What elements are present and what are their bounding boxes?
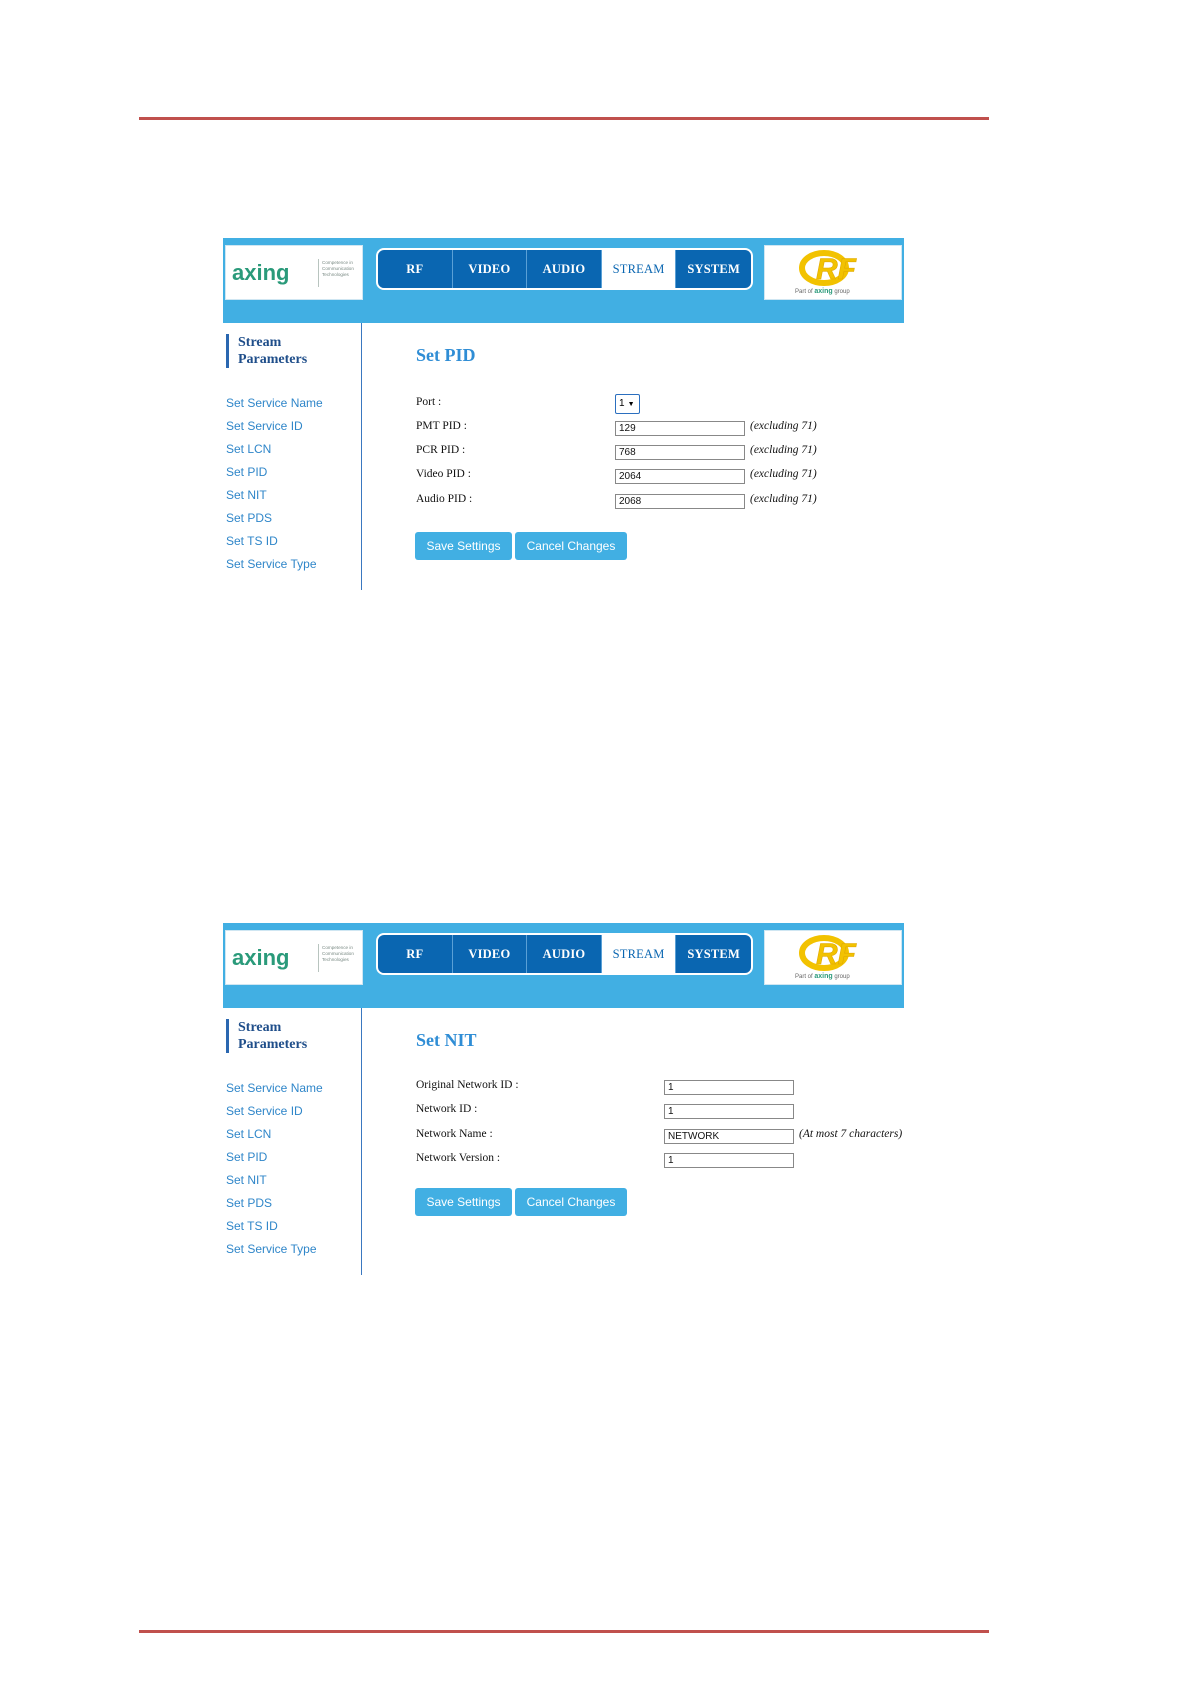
original-network-id-input[interactable]: 1 [664, 1080, 794, 1095]
tab-audio[interactable]: AUDIO [527, 250, 602, 288]
tab-stream[interactable]: STREAM [602, 935, 677, 973]
port-select[interactable] [615, 394, 640, 414]
rf-caption-brand: axing [814, 288, 833, 295]
video-pid-note: (excluding 71) [750, 468, 817, 480]
rf-logo-box [764, 930, 902, 985]
chevron-down-icon: ▼ [627, 401, 635, 408]
main-nav [376, 933, 753, 975]
sidebar-item-set-ts-id[interactable]: Set TS ID [226, 1219, 278, 1233]
page-top-rule [139, 117, 989, 120]
rf-logo [798, 935, 870, 971]
tab-rf[interactable]: RF [378, 250, 453, 288]
main-content [362, 1008, 904, 1275]
pcr-pid-label: PCR PID : [416, 444, 466, 456]
cancel-changes-button[interactable]: Cancel Changes [515, 1188, 627, 1216]
port-label: Port : [416, 396, 442, 408]
axing-logo-box [225, 245, 363, 300]
audio-pid-label: Audio PID : [416, 493, 473, 505]
axing-logo [232, 260, 316, 286]
network-id-input[interactable]: 1 [664, 1104, 794, 1119]
rf-caption-suffix: group [834, 974, 850, 980]
screenshot-set-pid [223, 238, 904, 590]
logo-separator [318, 944, 319, 972]
cancel-changes-button[interactable]: Cancel Changes [515, 532, 627, 560]
network-version-input[interactable]: 1 [664, 1153, 794, 1168]
axing-tagline: Competence in Communication Technologies [322, 260, 354, 277]
screenshot-set-nit [223, 923, 904, 1275]
sidebar-item-set-lcn[interactable]: Set LCN [226, 442, 272, 456]
network-id-label: Network ID : [416, 1103, 478, 1115]
axing-logo-text: axing [232, 260, 290, 285]
sidebar-item-set-pds[interactable]: Set PDS [226, 1196, 273, 1210]
rf-caption-prefix: Part of [795, 974, 813, 980]
video-pid-label: Video PID : [416, 468, 471, 480]
pmt-pid-label: PMT PID : [416, 420, 467, 432]
network-name-label: Network Name : [416, 1128, 493, 1140]
rf-caption [795, 973, 895, 980]
tab-audio[interactable]: AUDIO [527, 935, 602, 973]
sidebar-item-set-ts-id[interactable]: Set TS ID [226, 534, 278, 548]
rf-logo-text: RF [816, 938, 856, 971]
page-title: Set NIT [416, 1030, 477, 1050]
axing-logo-box [225, 930, 363, 985]
axing-logo-text: axing [232, 945, 290, 970]
pmt-pid-note: (excluding 71) [750, 420, 817, 432]
sidebar-item-set-service-id[interactable]: Set Service ID [226, 419, 303, 433]
save-settings-button[interactable]: Save Settings [415, 1188, 512, 1216]
header-bar [223, 238, 904, 323]
tab-rf[interactable]: RF [378, 935, 453, 973]
rf-logo-text: RF [816, 253, 856, 286]
tab-video[interactable]: VIDEO [453, 250, 528, 288]
pmt-pid-input[interactable]: 129 [615, 421, 745, 436]
sidebar-item-set-service-name[interactable]: Set Service Name [226, 396, 323, 410]
main-nav [376, 248, 753, 290]
rf-logo [798, 250, 870, 286]
sidebar-title: Stream Parameters [226, 1019, 348, 1053]
sidebar-item-set-service-id[interactable]: Set Service ID [226, 1104, 303, 1118]
tab-stream[interactable]: STREAM [602, 250, 677, 288]
sidebar [223, 323, 362, 590]
page-title: Set PID [416, 345, 476, 365]
page-bottom-rule [139, 1630, 989, 1633]
tab-video[interactable]: VIDEO [453, 935, 528, 973]
sidebar-item-set-pid[interactable]: Set PID [226, 465, 268, 479]
sidebar-item-set-pid[interactable]: Set PID [226, 1150, 268, 1164]
sidebar-item-set-nit[interactable]: Set NIT [226, 1173, 267, 1187]
sidebar-item-set-nit[interactable]: Set NIT [226, 488, 267, 502]
save-settings-button[interactable]: Save Settings [415, 532, 512, 560]
rf-caption [795, 288, 895, 295]
sidebar-title: Stream Parameters [226, 334, 348, 368]
axing-tagline: Competence in Communication Technologies [322, 945, 354, 962]
network-name-input[interactable]: NETWORK [664, 1129, 794, 1144]
sidebar-item-set-service-type[interactable]: Set Service Type [226, 1242, 317, 1256]
pcr-pid-note: (excluding 71) [750, 444, 817, 456]
sidebar [223, 1008, 362, 1275]
sidebar-item-set-lcn[interactable]: Set LCN [226, 1127, 272, 1141]
sidebar-item-set-service-type[interactable]: Set Service Type [226, 557, 317, 571]
rf-caption-suffix: group [834, 289, 850, 295]
logo-separator [318, 259, 319, 287]
header-bar [223, 923, 904, 1008]
sidebar-item-set-service-name[interactable]: Set Service Name [226, 1081, 323, 1095]
tab-system[interactable]: SYSTEM [687, 262, 740, 276]
port-select-value: 1 [619, 398, 625, 409]
network-name-note: (At most 7 characters) [799, 1128, 903, 1140]
audio-pid-note: (excluding 71) [750, 493, 817, 505]
audio-pid-input[interactable]: 2068 [615, 494, 745, 509]
rf-logo-box [764, 245, 902, 300]
pcr-pid-input[interactable]: 768 [615, 445, 745, 460]
rf-caption-brand: axing [814, 973, 833, 980]
original-network-id-label: Original Network ID : [416, 1079, 519, 1091]
network-version-label: Network Version : [416, 1152, 501, 1164]
tab-system[interactable]: SYSTEM [687, 947, 740, 961]
rf-caption-prefix: Part of [795, 289, 813, 295]
axing-logo [232, 945, 316, 971]
sidebar-item-set-pds[interactable]: Set PDS [226, 511, 273, 525]
video-pid-input[interactable]: 2064 [615, 469, 745, 484]
main-content [362, 323, 904, 590]
